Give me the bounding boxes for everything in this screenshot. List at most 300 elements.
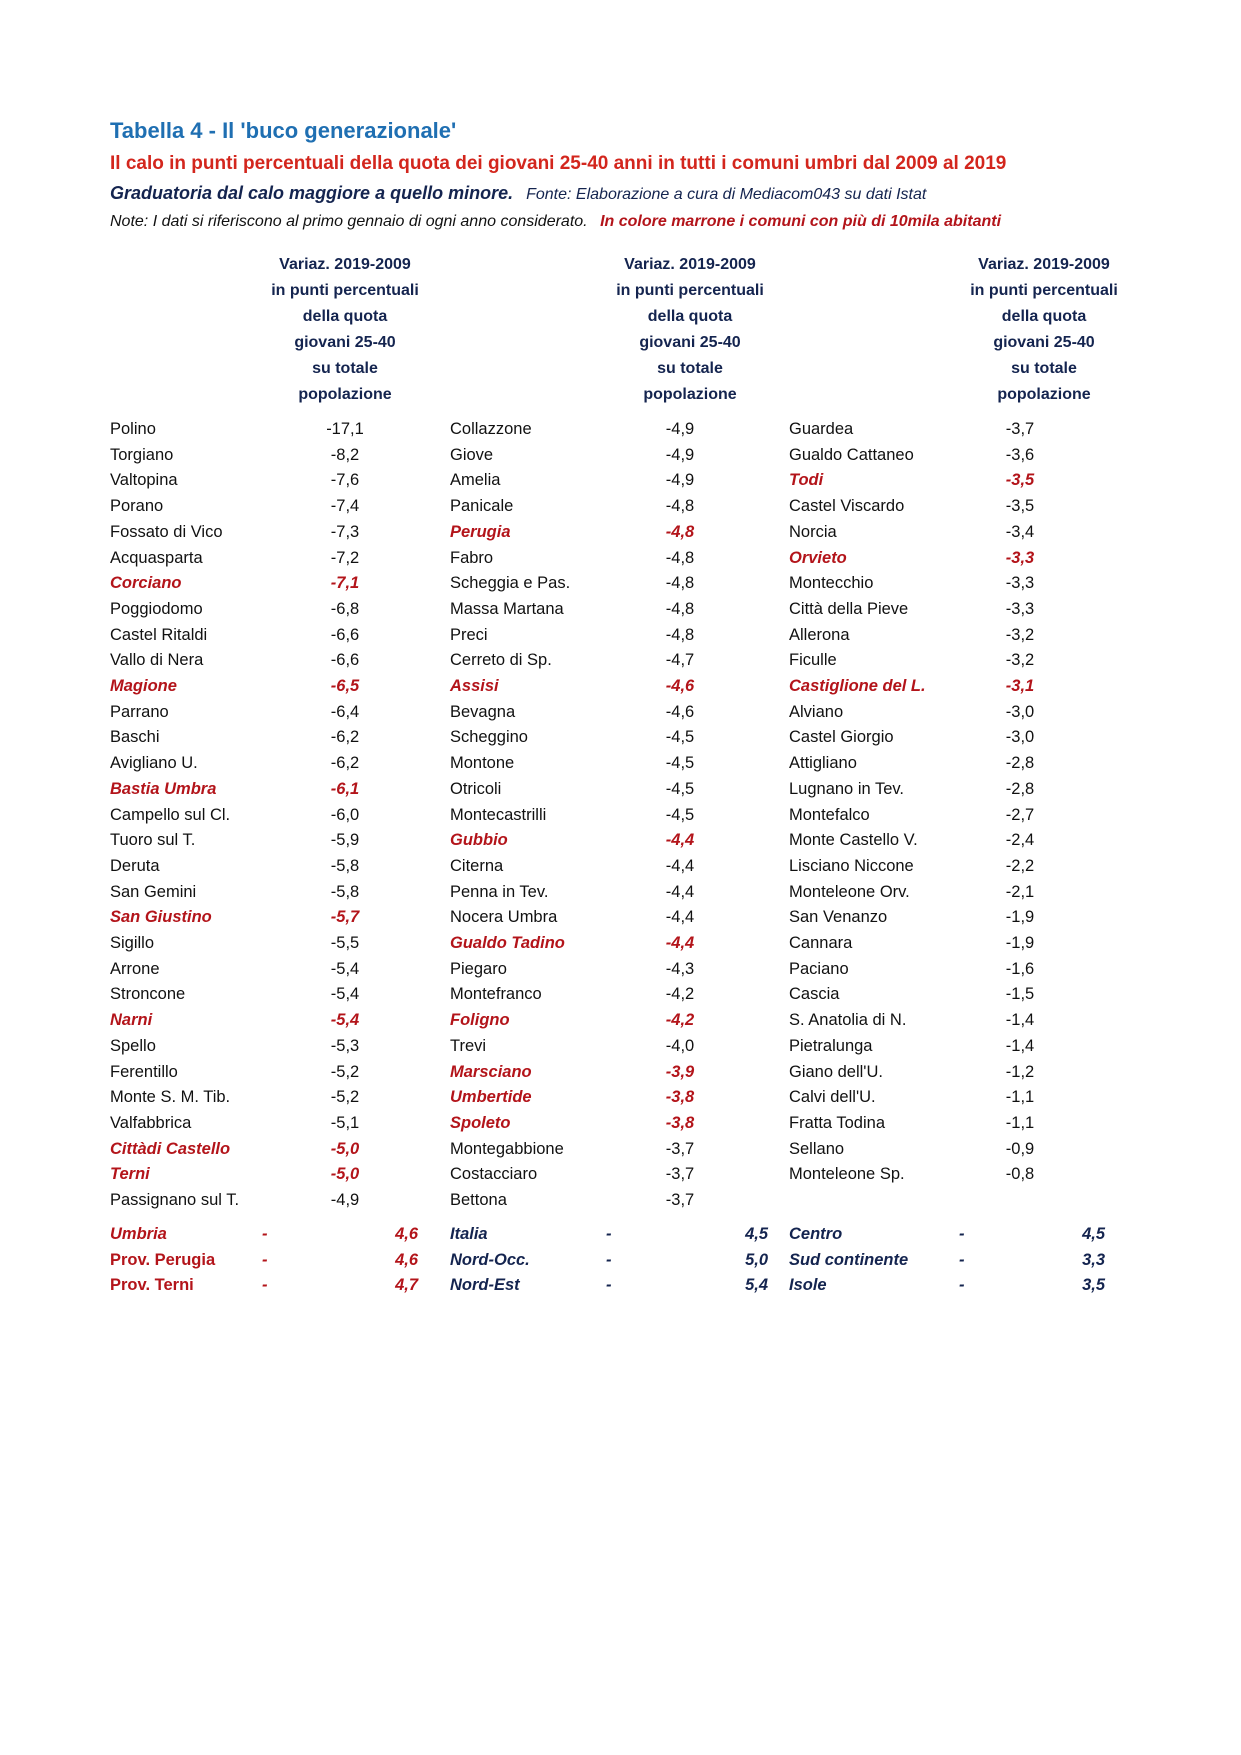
table-row (110, 776, 440, 802)
variation-value: -1,1 (1005, 1088, 1035, 1107)
municipality-name: Terni (110, 1165, 150, 1184)
summary-value: 4,6 (395, 1250, 418, 1269)
municipality-name: Panicale (450, 497, 514, 516)
variation-value: -5,1 (330, 1113, 360, 1132)
municipality-name: Vallo di Nera (110, 651, 204, 670)
municipality-name: Orvieto (789, 548, 847, 567)
municipality-name: Valfabbrica (110, 1113, 192, 1132)
table-row (789, 416, 1119, 442)
table-row (110, 904, 440, 930)
variation-value: -4,5 (665, 805, 695, 824)
table-row (110, 570, 440, 596)
header-line: Variaz. 2019-2009 (978, 256, 1110, 273)
municipality-name: Sellano (789, 1139, 845, 1158)
municipality-name: Cerreto di Sp. (450, 651, 552, 670)
table-row (789, 802, 1119, 828)
table-row (110, 827, 440, 853)
table-row (450, 750, 780, 776)
variation-value: -3,6 (1005, 445, 1035, 464)
municipality-name: Montecastrilli (450, 805, 547, 824)
header-line: in punti percentuali (970, 282, 1118, 299)
table-row (450, 776, 780, 802)
table-row (450, 493, 780, 519)
municipality-name: Monteleone Orv. (789, 882, 910, 901)
table-row (789, 545, 1119, 571)
table-title: Tabella 4 - Il 'buco generazionale' (110, 118, 457, 143)
variation-value: -6,0 (330, 805, 360, 824)
municipality-name: Allerona (789, 625, 850, 644)
municipality-name: Bettona (450, 1191, 507, 1209)
table-row (110, 1161, 440, 1187)
table-row (450, 981, 780, 1007)
summary-dash: - (606, 1250, 612, 1269)
municipality-name: Città della Pieve (789, 599, 909, 618)
table-row (789, 467, 1119, 493)
municipality-name: Costacciaro (450, 1165, 538, 1184)
variation-value: -1,1 (1005, 1113, 1035, 1132)
variation-value: -3,7 (665, 1139, 695, 1158)
municipality-name: Umbertide (450, 1088, 532, 1107)
table-row (110, 1187, 440, 1213)
header-line: in punti percentuali (271, 282, 419, 299)
municipality-name: Giano dell'U. (789, 1062, 883, 1081)
municipality-name: Montecchio (789, 574, 874, 593)
header-line: della quota (302, 308, 388, 325)
variation-value: -3,2 (1005, 625, 1035, 644)
variation-value: -1,5 (1005, 985, 1035, 1004)
header-line: giovani 25-40 (639, 334, 741, 351)
variation-value: -1,9 (1005, 908, 1035, 927)
table-row (450, 724, 780, 750)
municipality-name: Calvi dell'U. (789, 1088, 876, 1107)
variation-value: -3,8 (665, 1113, 695, 1132)
variation-value: -4,4 (665, 831, 695, 850)
table-row (110, 1059, 440, 1085)
municipality-name: Tuoro sul T. (110, 831, 196, 850)
municipality-name: Montefalco (789, 805, 870, 824)
municipality-name: Penna in Tev. (450, 882, 549, 901)
table-row (110, 699, 440, 725)
variation-value: -7,1 (330, 574, 360, 593)
column-header-2 (590, 252, 790, 408)
variation-value: -4,9 (665, 471, 695, 490)
table-row (450, 699, 780, 725)
table-row (450, 1161, 780, 1187)
variation-value: -5,5 (330, 934, 360, 952)
municipality-name: Torgiano (110, 445, 174, 464)
table-row (789, 879, 1119, 905)
variation-value: -4,9 (665, 445, 695, 464)
municipality-name: Assisi (450, 677, 499, 695)
table-row (450, 622, 780, 648)
color-legend-note: In colore marrone i comuni con più di 10mila abitanti (600, 213, 1002, 230)
table-row (110, 1033, 440, 1059)
municipality-name: Todi (789, 471, 824, 490)
table-row (789, 724, 1119, 750)
municipality-name: Polino (110, 420, 156, 438)
header-line: popolazione (298, 386, 392, 403)
table-row (450, 1187, 780, 1213)
table-row (789, 1007, 1119, 1033)
municipality-name: San Gemini (110, 882, 197, 901)
summary-dash: - (959, 1276, 965, 1295)
variation-value: -5,8 (330, 882, 360, 901)
variation-value: -3,0 (1005, 728, 1035, 747)
summary-area-name: Prov. Terni (110, 1276, 194, 1295)
summary-dash: - (606, 1276, 612, 1295)
summary-dash: - (606, 1225, 612, 1243)
variation-value: -5,4 (330, 985, 360, 1004)
municipality-name: Montegabbione (450, 1139, 564, 1158)
table-row (110, 930, 440, 956)
municipality-name: Avigliano U. (110, 754, 198, 773)
variation-value: -4,4 (665, 856, 695, 875)
table-row (789, 750, 1119, 776)
municipality-name: Ferentillo (110, 1062, 178, 1081)
table-row (110, 673, 440, 699)
variation-value: -6,2 (330, 728, 360, 747)
municipality-name: Gualdo Cattaneo (789, 445, 914, 464)
variation-value: -5,2 (330, 1088, 360, 1107)
summary-area-name: Nord-Occ. (450, 1250, 530, 1269)
municipality-name: Foligno (450, 1011, 510, 1030)
variation-value: -4,2 (665, 1011, 695, 1030)
variation-value: -4,8 (665, 625, 695, 644)
variation-value: -3,3 (1005, 574, 1035, 593)
table-row (110, 519, 440, 545)
summary-dash: - (959, 1250, 965, 1269)
municipality-name: Parrano (110, 702, 169, 721)
variation-value: -7,6 (330, 471, 360, 490)
table-row (450, 442, 780, 468)
table-row (789, 493, 1119, 519)
municipality-name: S. Anatolia di N. (789, 1011, 907, 1030)
variation-value: -1,6 (1005, 959, 1035, 978)
municipality-name: Poggiodomo (110, 599, 203, 618)
variation-value: -5,4 (330, 1011, 360, 1030)
header-line: della quota (647, 308, 733, 325)
table-row (789, 776, 1119, 802)
table-row (110, 853, 440, 879)
variation-value: -3,7 (665, 1165, 695, 1184)
summary-area-name: Isole (789, 1276, 827, 1295)
table-row (110, 1136, 440, 1162)
municipality-name: Corciano (110, 574, 182, 593)
table-row (450, 570, 780, 596)
variation-value: -3,5 (1005, 497, 1035, 516)
municipality-name: Attigliano (789, 754, 857, 773)
municipality-name: Collazzone (450, 420, 532, 438)
summary-dash: - (262, 1276, 268, 1295)
table-row (110, 622, 440, 648)
municipality-name: Nocera Umbra (450, 908, 558, 927)
variation-value: -1,2 (1005, 1062, 1035, 1081)
header-line: Variaz. 2019-2009 (624, 256, 756, 273)
variation-value: -4,6 (665, 677, 695, 695)
notes-line (110, 213, 1001, 231)
table-row (789, 1059, 1119, 1085)
table-row (450, 1136, 780, 1162)
table-row (450, 1110, 780, 1136)
summary-dash: - (262, 1250, 268, 1269)
variation-value: -6,5 (330, 677, 360, 695)
summary-value: 4,6 (395, 1225, 418, 1243)
variation-value: -2,8 (1005, 754, 1035, 773)
variation-value: -5,9 (330, 831, 360, 850)
municipality-name: Campello sul Cl. (110, 805, 231, 824)
ranking-line (110, 183, 926, 204)
variation-value: -4,8 (665, 599, 695, 618)
municipality-name: Alviano (789, 702, 844, 721)
variation-value: -4,8 (665, 548, 695, 567)
municipality-name: Bevagna (450, 702, 516, 721)
municipality-name: Acquasparta (110, 548, 203, 567)
header-line: Variaz. 2019-2009 (279, 256, 411, 273)
variation-value: -7,3 (330, 522, 360, 541)
municipality-name: Castel Ritaldi (110, 625, 208, 644)
municipality-name: Fossato di Vico (110, 522, 223, 541)
table-row (789, 673, 1119, 699)
variation-value: -3,3 (1005, 599, 1035, 618)
variation-value: -6,2 (330, 754, 360, 773)
variation-value: -2,8 (1005, 779, 1035, 798)
variation-value: -4,8 (665, 497, 695, 516)
summary-dash: - (262, 1225, 268, 1243)
variation-value: -5,7 (330, 908, 360, 927)
table-row (450, 673, 780, 699)
variation-value: -1,4 (1005, 1011, 1035, 1030)
summary-area-name: Italia (450, 1225, 488, 1243)
table-row (450, 519, 780, 545)
table-row (450, 596, 780, 622)
municipality-name: Castel Giorgio (789, 728, 894, 747)
variation-value: -3,1 (1005, 677, 1035, 695)
municipality-name: Ficulle (789, 651, 837, 670)
table-row (789, 981, 1119, 1007)
table-row (110, 596, 440, 622)
table-row (110, 647, 440, 673)
summary-value: 3,3 (1082, 1250, 1105, 1269)
municipality-name: Monte S. M. Tib. (110, 1088, 231, 1107)
summary-dash: - (959, 1225, 965, 1243)
municipality-name: Sigillo (110, 934, 155, 952)
variation-value: -2,4 (1005, 831, 1035, 850)
table-row (789, 956, 1119, 982)
table-row (789, 519, 1119, 545)
header-line: popolazione (997, 386, 1091, 403)
municipality-name: Fabro (450, 548, 494, 567)
variation-value: -5,2 (330, 1062, 360, 1081)
variation-value: -5,4 (330, 959, 360, 978)
table-row (450, 1084, 780, 1110)
header-line: in punti percentuali (616, 282, 764, 299)
summary-area-name: Nord-Est (450, 1276, 520, 1295)
date-note: Note: I dati si riferiscono al primo gennaio di ogni anno considerato. (110, 213, 588, 230)
municipality-name: Otricoli (450, 779, 502, 798)
municipality-name: Scheggia e Pas. (450, 574, 571, 593)
table-row (789, 904, 1119, 930)
municipality-name: Porano (110, 497, 164, 516)
table-row (450, 956, 780, 982)
municipality-name: Amelia (450, 471, 501, 490)
variation-value: -3,2 (1005, 651, 1035, 670)
municipality-name: Stroncone (110, 985, 186, 1004)
variation-value: -5,0 (330, 1139, 360, 1158)
municipality-name: Narni (110, 1011, 153, 1030)
variation-value: -4,3 (665, 959, 695, 978)
table-row (789, 1161, 1119, 1187)
table-row (110, 545, 440, 571)
table-row (110, 1110, 440, 1136)
variation-value: -4,5 (665, 779, 695, 798)
table-row (110, 442, 440, 468)
municipality-name: Castel Viscardo (789, 497, 905, 516)
municipality-name: Montone (450, 754, 515, 773)
municipality-name: Norcia (789, 522, 837, 541)
table-row (450, 1007, 780, 1033)
summary-area-name: Umbria (110, 1225, 167, 1243)
table-row (450, 853, 780, 879)
variation-value: -8,2 (330, 445, 360, 464)
table-row (450, 416, 780, 442)
municipality-name: Preci (450, 625, 488, 644)
header-line: della quota (1001, 308, 1087, 325)
variation-value: -2,2 (1005, 856, 1035, 875)
table-row (789, 1110, 1119, 1136)
table-row (110, 750, 440, 776)
variation-value: -5,0 (330, 1165, 360, 1184)
summary-value: 4,5 (1082, 1225, 1105, 1243)
variation-value: -4,9 (330, 1191, 360, 1209)
municipality-name: Gualdo Tadino (450, 934, 565, 952)
variation-value: -5,3 (330, 1036, 360, 1055)
variation-value: -4,9 (665, 420, 695, 438)
municipality-name: Cannara (789, 934, 853, 952)
municipality-name: Monte Castello V. (789, 831, 918, 850)
variation-value: -4,7 (665, 651, 695, 670)
table-row (110, 467, 440, 493)
table-row (110, 1007, 440, 1033)
variation-value: -4,0 (665, 1036, 695, 1055)
table-row (450, 904, 780, 930)
column-header-1 (245, 252, 445, 408)
municipality-name: Marsciano (450, 1062, 532, 1081)
table-row (789, 647, 1119, 673)
municipality-name: Trevi (450, 1036, 487, 1055)
municipality-name: Citerna (450, 856, 504, 875)
table-subtitle: Il calo in punti percentuali della quota dei giovani 25-40 anni in tutti i comuni umbri dal 2009 al 2019 (110, 153, 1007, 174)
variation-value: -17,1 (326, 420, 364, 438)
table-row (789, 596, 1119, 622)
variation-value: -4,5 (665, 754, 695, 773)
header-line: su totale (1011, 360, 1077, 377)
variation-value: -3,7 (665, 1191, 695, 1209)
summary-value: 5,0 (745, 1250, 768, 1269)
table-row (110, 802, 440, 828)
table-row (450, 1033, 780, 1059)
municipality-name: Bastia Umbra (110, 779, 217, 798)
municipality-name: Giove (450, 445, 494, 464)
municipality-name: Fratta Todina (789, 1113, 886, 1132)
table-row (450, 930, 780, 956)
variation-value: -3,8 (665, 1088, 695, 1107)
table-row (450, 802, 780, 828)
municipality-name: Monteleone Sp. (789, 1165, 905, 1184)
summary-value: 4,7 (395, 1276, 418, 1295)
summary-value: 5,4 (745, 1276, 768, 1295)
table-row (450, 545, 780, 571)
variation-value: -4,8 (665, 574, 695, 593)
variation-value: -3,3 (1005, 548, 1035, 567)
municipality-name: Guardea (789, 420, 854, 438)
municipality-name: San Venanzo (789, 908, 888, 927)
table-row (789, 442, 1119, 468)
summary-area-name: Prov. Perugia (110, 1250, 216, 1269)
municipality-name: Valtopina (110, 471, 178, 490)
variation-value: -0,8 (1005, 1165, 1035, 1184)
table-row (789, 570, 1119, 596)
variation-value: -3,7 (1005, 420, 1035, 438)
table-row (110, 724, 440, 750)
header-line: su totale (657, 360, 723, 377)
municipality-name: San Giustino (110, 908, 212, 927)
header-line: popolazione (643, 386, 737, 403)
table-row (789, 827, 1119, 853)
municipality-name: Gubbio (450, 831, 508, 850)
municipality-name: Deruta (110, 856, 160, 875)
municipality-name: Perugia (450, 522, 511, 541)
municipality-name: Spello (110, 1036, 156, 1055)
municipality-name: Castiglione del L. (789, 677, 926, 695)
municipality-name: Arrone (110, 959, 160, 978)
municipality-name: Pietralunga (789, 1036, 873, 1055)
table-row (789, 699, 1119, 725)
variation-value: -3,9 (665, 1062, 695, 1081)
variation-value: -1,4 (1005, 1036, 1035, 1055)
variation-value: -1,9 (1005, 934, 1035, 952)
ranking-note: Graduatoria dal calo maggiore a quello minore. (110, 183, 514, 203)
variation-value: -0,9 (1005, 1139, 1035, 1158)
summary-value: 4,5 (745, 1225, 768, 1243)
variation-value: -3,4 (1005, 522, 1035, 541)
source-note: Fonte: Elaborazione a cura di Mediacom043 su dati Istat (526, 186, 927, 203)
variation-value: -6,8 (330, 599, 360, 618)
header-line: giovani 25-40 (993, 334, 1095, 351)
summary-area-name: Sud continente (789, 1250, 909, 1269)
table-row (110, 981, 440, 1007)
table-row (789, 1136, 1119, 1162)
variation-value: -6,6 (330, 625, 360, 644)
table-row (450, 879, 780, 905)
table-row (789, 930, 1119, 956)
municipality-name: Scheggino (450, 728, 528, 747)
variation-value: -4,8 (665, 522, 695, 541)
variation-value: -6,1 (330, 779, 360, 798)
variation-value: -3,5 (1005, 471, 1035, 490)
municipality-name: Piegaro (450, 959, 507, 978)
summary-area-name: Centro (789, 1225, 843, 1243)
municipality-name: Lugnano in Tev. (789, 779, 904, 798)
table-row (110, 416, 440, 442)
municipality-name: Lisciano Niccone (789, 856, 914, 875)
table-row (450, 467, 780, 493)
summary-value: 3,5 (1082, 1276, 1105, 1295)
variation-value: -5,8 (330, 856, 360, 875)
municipality-name: Montefranco (450, 985, 542, 1004)
table-row (789, 1033, 1119, 1059)
header-line: su totale (312, 360, 378, 377)
table-row (789, 853, 1119, 879)
